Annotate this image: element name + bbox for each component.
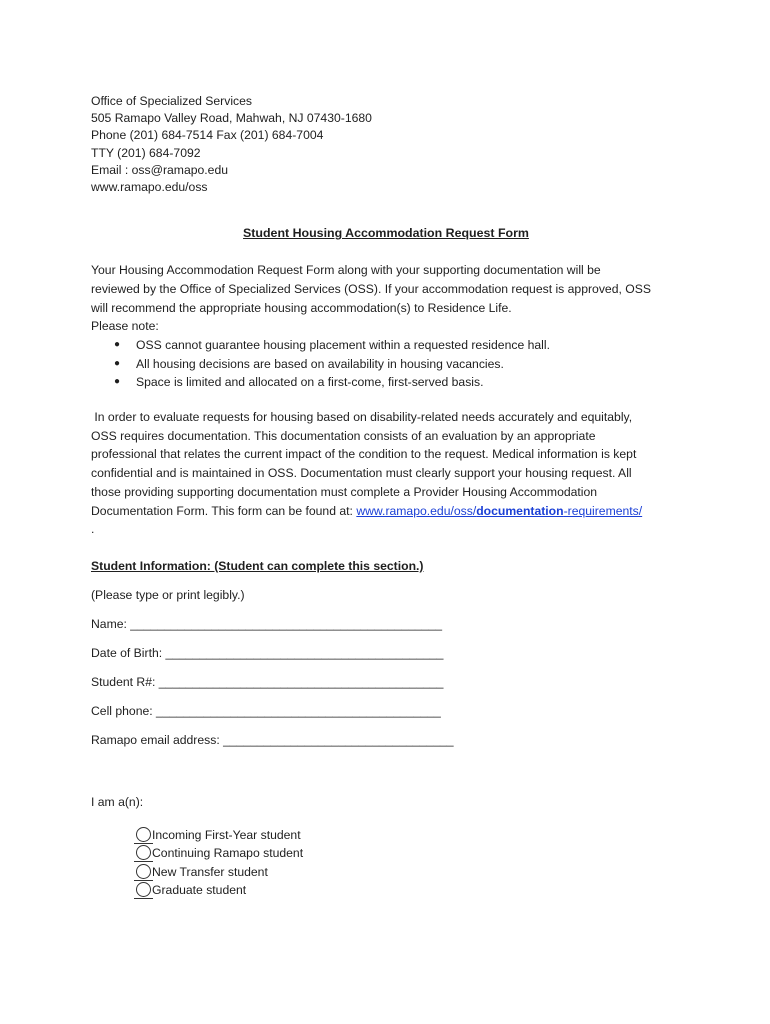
office-tty: TTY (201) 684-7092 xyxy=(91,145,201,160)
print-instruction: (Please type or print legibly.) xyxy=(91,587,245,602)
please-note-label: Please note: xyxy=(91,319,159,334)
note-bullet xyxy=(114,355,691,374)
status-option-label: Graduate student xyxy=(152,883,247,898)
office-phone-fax: Phone (201) 684-7514 Fax (201) 684-7004 xyxy=(91,128,324,143)
office-address: 505 Ramapo Valley Road, Mahwah, NJ 07430-1680 xyxy=(91,111,372,126)
status-option-label: Continuing Ramapo student xyxy=(152,846,304,861)
documentation-line: those providing supporting documentation must complete a Provider Housing Accommodation xyxy=(91,484,598,499)
date-of-birth-label: Date of Birth: xyxy=(91,645,166,660)
radio-circle-icon[interactable] xyxy=(136,827,151,842)
note-bullet-text: OSS cannot guarantee housing placement within a requested residence hall. xyxy=(136,337,550,352)
note-bullet xyxy=(114,373,691,392)
note-bullet-list xyxy=(91,336,691,392)
status-option-incoming-first-year[interactable] xyxy=(136,826,691,844)
status-option-graduate[interactable] xyxy=(136,881,691,899)
documentation-line: In order to evaluate requests for housing based on disability-related needs accurately and equitably, xyxy=(91,410,633,425)
intro-line: will recommend the appropriate housing accommodation(s) to Residence Life. xyxy=(91,300,512,315)
radio-circle-icon[interactable] xyxy=(136,882,151,897)
office-name: Office of Specialized Services xyxy=(91,94,252,108)
link-bold-part: documentation xyxy=(476,503,564,518)
documentation-line: confidential and is maintained in OSS. Documentation must clearly support your housing request. All xyxy=(91,466,632,481)
office-website: www.ramapo.edu/oss xyxy=(91,179,208,194)
student-r-number-label: Student R#: xyxy=(91,674,159,689)
cell-phone-blank-line[interactable]: __________________________________________ xyxy=(156,703,441,718)
documentation-line xyxy=(91,502,691,521)
student-r-number-field[interactable] xyxy=(91,673,691,691)
student-status-options xyxy=(136,826,691,900)
student-info-heading: Student Information: (Student can complete this section.) xyxy=(91,558,424,573)
document-page xyxy=(91,93,691,900)
date-of-birth-field[interactable] xyxy=(91,644,691,662)
note-bullet-text: All housing decisions are based on availability in housing vacancies. xyxy=(136,356,504,371)
documentation-line: professional that relates the current impact of the condition to the request. Medical information is kept xyxy=(91,447,637,462)
name-label: Name: xyxy=(91,616,131,631)
status-option-label: Incoming First-Year student xyxy=(152,827,301,842)
office-email: Email : oss@ramapo.edu xyxy=(91,162,229,177)
bullet-icon: ● xyxy=(114,338,121,350)
status-option-label: New Transfer student xyxy=(152,864,268,879)
student-status-label: I am a(n): xyxy=(91,794,144,809)
status-option-new-transfer[interactable] xyxy=(136,863,691,881)
intro-line: Your Housing Accommodation Request Form along with your supporting documentation will be xyxy=(91,263,601,278)
ramapo-email-label: Ramapo email address: xyxy=(91,732,224,747)
cell-phone-field[interactable] xyxy=(91,702,691,720)
note-bullet-text: Space is limited and allocated on a first-come, first-served basis. xyxy=(136,375,484,390)
link-part: -requirements/ xyxy=(563,503,643,518)
documentation-paragraph xyxy=(91,408,691,539)
radio-circle-icon[interactable] xyxy=(136,845,151,860)
documentation-trailing-period: . xyxy=(91,522,95,537)
note-bullet xyxy=(114,336,691,355)
intro-paragraph xyxy=(91,261,691,392)
documentation-line: OSS requires documentation. This documentation consists of an evaluation by an appropriate xyxy=(91,428,596,443)
link-part: www.ramapo.edu/oss/ xyxy=(356,503,477,518)
intro-line: reviewed by the Office of Specialized Services (OSS). If your accommodation request is approved, OSS xyxy=(91,281,651,296)
form-title: Student Housing Accommodation Request Form xyxy=(243,226,529,241)
radio-circle-icon[interactable] xyxy=(136,864,151,879)
ramapo-email-field[interactable] xyxy=(91,731,691,749)
name-field[interactable] xyxy=(91,615,691,633)
name-blank-line[interactable]: ______________________________________________ xyxy=(130,616,443,631)
cell-phone-label: Cell phone: xyxy=(91,703,157,718)
bullet-icon: ● xyxy=(114,376,121,388)
status-option-continuing[interactable] xyxy=(136,844,691,862)
student-r-number-blank-line[interactable]: __________________________________________ xyxy=(158,674,444,689)
date-of-birth-blank-line[interactable]: _________________________________________ xyxy=(165,645,444,660)
documentation-requirements-link[interactable] xyxy=(356,504,642,518)
documentation-line-text: Documentation Form. This form can be found at: xyxy=(91,503,357,518)
bullet-icon: ● xyxy=(114,357,121,369)
ramapo-email-blank-line[interactable]: __________________________________ xyxy=(223,732,454,747)
office-header xyxy=(91,93,691,196)
